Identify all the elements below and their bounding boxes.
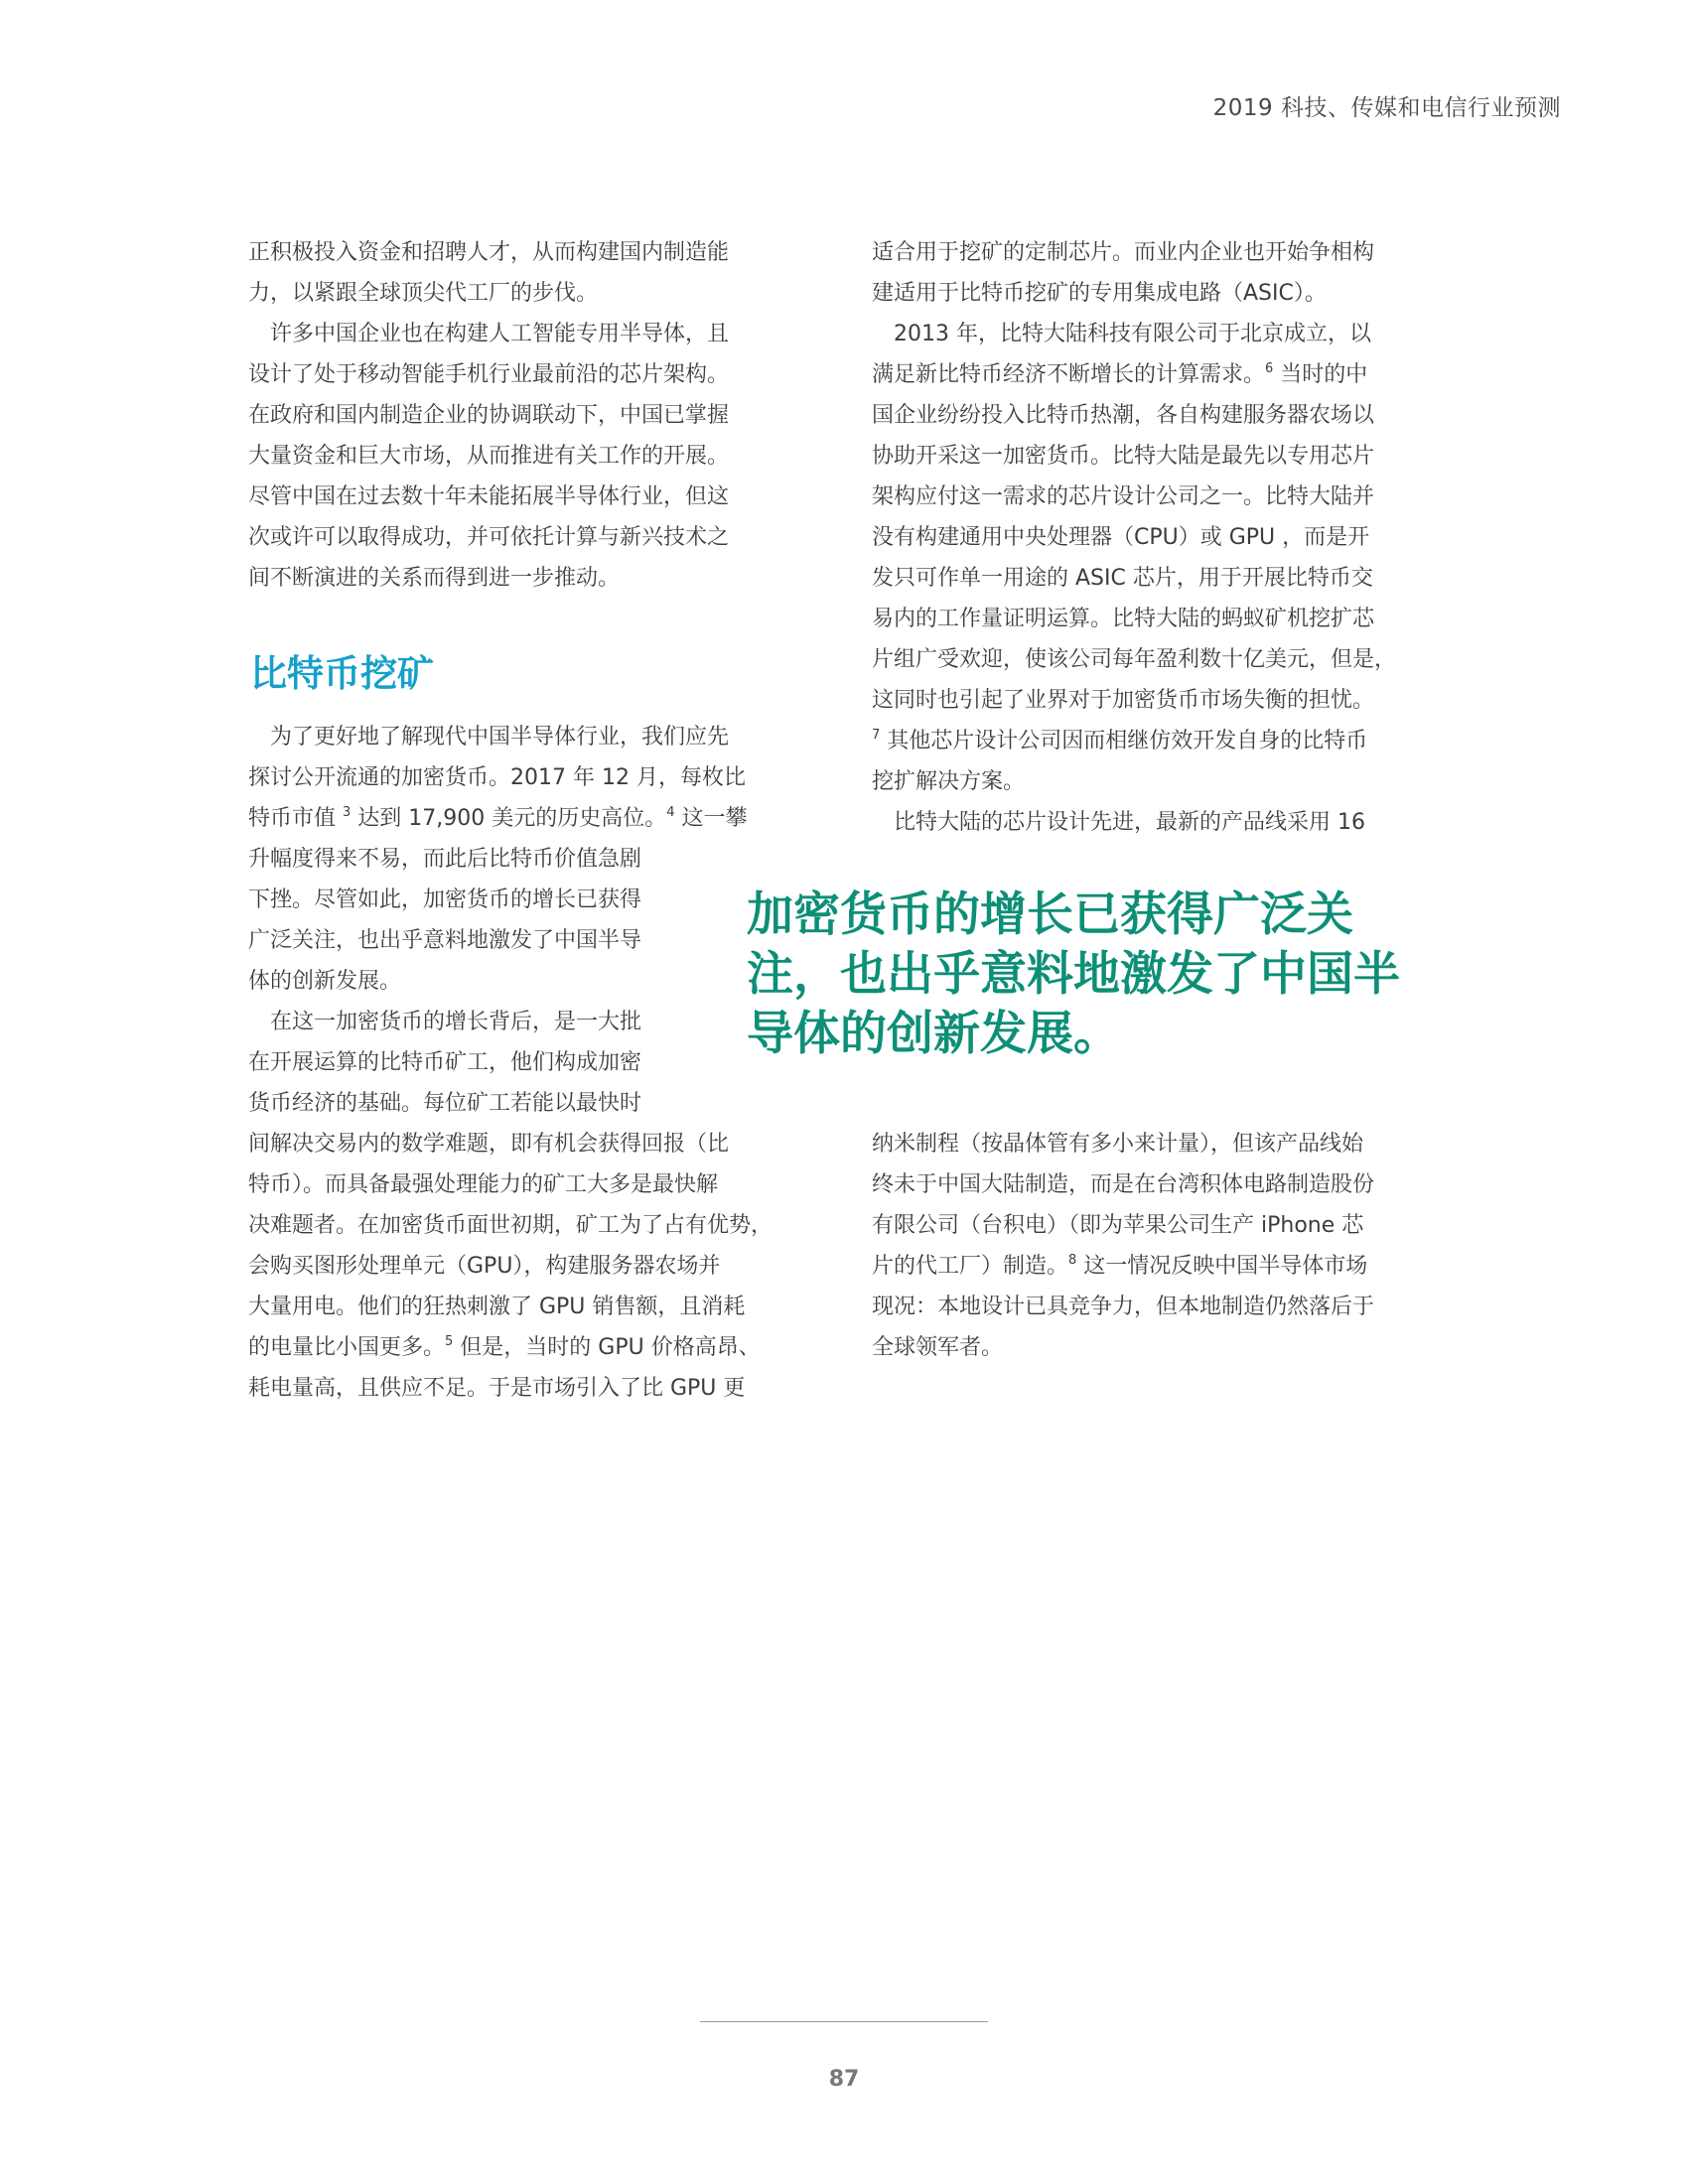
footnote-ref: 7	[872, 728, 881, 743]
page-number: 87	[828, 2067, 860, 2092]
body-paragraph	[872, 314, 1468, 802]
running-header: 2019 科技、传媒和电信行业预测	[1212, 95, 1561, 121]
paragraph-text: 为了更好地了解现代中国半导体行业，我们应先 探讨公开流通的加密货币。2017 年 12 月，每枚比 特币市值	[248, 725, 746, 831]
footnote-ref: 4	[666, 805, 675, 820]
footnote-ref: 6	[1265, 361, 1274, 376]
paragraph-text: 但是，当时的 GPU 价格高昂、 耗电量高，且供应不足。于是市场引入了比 GPU 更	[248, 1335, 761, 1401]
footer-divider	[700, 2021, 988, 2022]
paragraph-text: 纳米制程（按晶体管有多小来计量），但该产品线始 终未于中国大陆制造，而是在台湾积体电路制造股份 有限公司（台积电）（即为苹果公司生产 iPhone 芯 片的代工厂）制造。	[872, 1132, 1375, 1279]
right-column-bottom	[872, 1124, 1468, 1368]
footnote-ref: 8	[1068, 1253, 1077, 1268]
paragraph-text: 在这一加密货币的增长背后，是一大批 在开展运算的比特币矿工，他们构成加密 货币经济的基础。每位矿工若能以最快时 间解决交易内的数学难题，即有机会获得回报（比 特币）。而具备最强处理能力的矿工大多是最快解 决难题者。在加密货币面世初期，矿工为了占有优势， 会购买图形处理单元（GPU），构建服务器农场并 大量用电。他们的狂热刺激了 GPU 销售额，且消耗 的电量比小国更多。	[248, 1010, 774, 1360]
paragraph-text: 其他芯片设计公司因而相继仿效开发自身的比特币 挖扩解决方案。	[872, 729, 1368, 794]
body-paragraph	[872, 1124, 1468, 1368]
section-heading: 比特币挖矿	[250, 652, 434, 695]
right-column-top	[872, 232, 1468, 843]
body-paragraph: 正积极投入资金和招聘人才，从而构建国内制造能 力，以紧跟全球顶尖代工厂的步伐。	[248, 240, 730, 306]
pull-quote: 加密货币的增长已获得广泛关 注，也出乎意料地激发了中国半 导体的创新发展。	[747, 887, 1400, 1061]
body-paragraph: 比特大陆的芯片设计先进，最新的产品线采用 16	[894, 810, 1365, 835]
body-paragraph: 适合用于挖矿的定制芯片。而业内企业也开始争相构 建适用于比特币挖矿的专用集成电路（ASIC）。	[872, 240, 1375, 306]
paragraph-text: 2013 年，比特大陆科技有限公司于北京成立，以 满足新比特币经济不断增长的计算需求。	[872, 322, 1371, 387]
left-column-top	[248, 232, 814, 599]
footnote-ref: 5	[445, 1334, 454, 1349]
paragraph-text: 这一情况反映中国半导体市场 现况：本地设计已具竞争力，但本地制造仍然落后于 全球领军者。	[872, 1254, 1375, 1360]
paragraph-text: 这一攀 升幅度得来不易，而此后比特币价值急剧 下挫。尽管如此，加密货币的增长已获得 广泛关注，也出乎意料地激发了中国半导 体的创新发展。	[248, 806, 748, 994]
body-paragraph: 许多中国企业也在构建人工智能专用半导体，且 设计了处于移动智能手机行业最前沿的芯片架构。 在政府和国内制造企业的协调联动下，中国已掌握 大量资金和巨大市场，从而推进有关工作的开展。 尽管中国在过去数十年未能拓展半导体行业，但这 次或许可以取得成功，并可依托计算与新兴技术之 间不断演进的关系而得到进一步推动。	[248, 322, 730, 591]
paragraph-text: 达到 17,900 美元的历史高位。	[351, 806, 667, 831]
footnote-ref: 3	[343, 805, 352, 820]
paragraph-text: 当时的中 国企业纷纷投入比特币热潮，各自构建服务器农场以 协助开采这一加密货币。比特大陆是最先以专用芯片 架构应付这一需求的芯片设计公司之一。比特大陆并 没有构建通用中央处理器（CPU）或 GPU ，而是开 发只可作单一用途的 ASIC 芯片，用于开展比特币交 易内的工作量证明运算。比特大陆的蚂蚁矿机挖扩芯 片组广受欢迎，使该公司每年盈利数十亿美元，但是， 这同时也引起了业界对于加密货币市场失衡的担忧。	[872, 362, 1397, 713]
